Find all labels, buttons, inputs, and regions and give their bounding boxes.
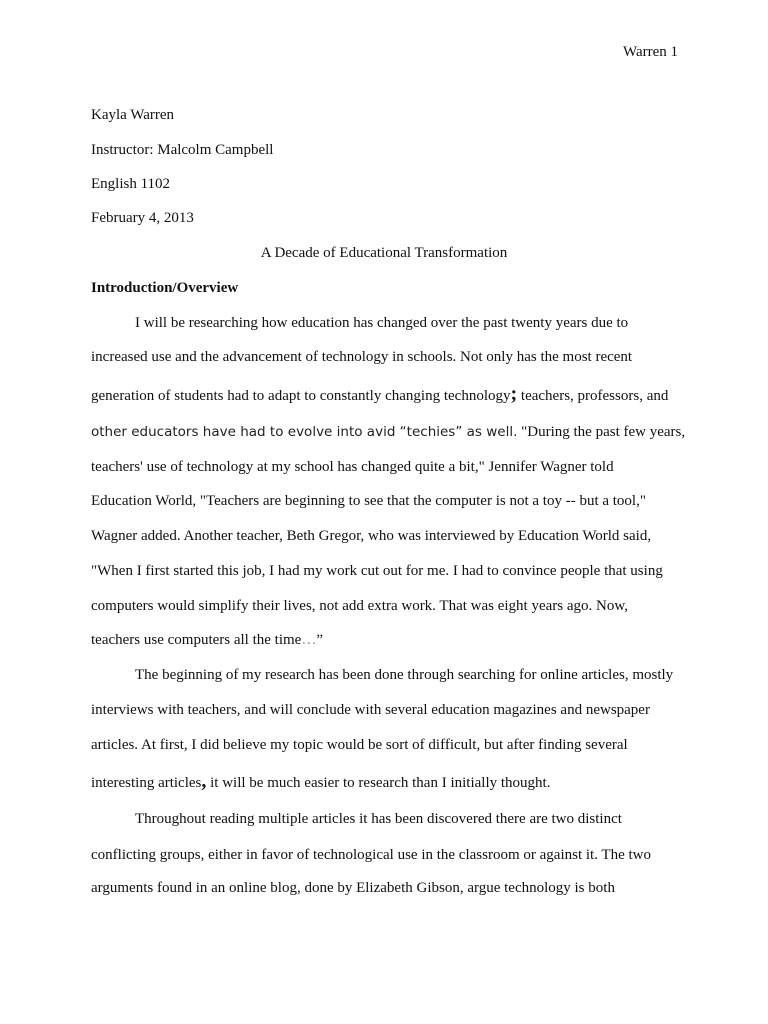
closing-quote: ” xyxy=(316,632,324,648)
paragraph-2-line-4 xyxy=(91,772,550,792)
instructor-line: Instructor: Malcolm Campbell xyxy=(91,142,274,158)
comma: , xyxy=(201,770,207,792)
paragraph-1-line-1: I will be researching how education has changed over the past twenty years due to xyxy=(135,315,629,331)
semicolon: ; xyxy=(510,383,518,405)
paragraph-1-line-3 xyxy=(91,385,668,405)
essay-title: A Decade of Educational Transformation xyxy=(260,245,508,261)
running-head: Warren 1 xyxy=(622,44,678,60)
paragraph-2-line-1: The beginning of my research has been done through searching for online articles, mostly xyxy=(135,667,674,683)
ellipsis: … xyxy=(301,632,317,648)
paragraph-3-line-2: conflicting groups, either in favor of technological use in the classroom or against it. The two xyxy=(91,847,651,863)
paragraph-1-line-10 xyxy=(91,631,323,649)
paragraph-1-line-5: teachers' use of technology at my school has changed quite a bit," Jennifer Wagner told xyxy=(91,459,614,475)
text-run: teachers use computers all the time xyxy=(91,632,302,648)
text-run: generation of students had to adapt to constantly changing technology xyxy=(91,388,511,404)
paragraph-1-line-6: Education World, "Teachers are beginning to see that the computer is not a toy -- but a tool," xyxy=(91,493,646,509)
date-line: February 4, 2013 xyxy=(91,210,194,226)
paragraph-3-line-3: arguments found in an online blog, done by Elizabeth Gibson, argue technology is both xyxy=(91,880,615,896)
paragraph-1-line-7: Wagner added. Another teacher, Beth Gregor, who was interviewed by Education World said, xyxy=(91,528,652,544)
paragraph-1-line-4 xyxy=(91,423,685,441)
author-name: Kayla Warren xyxy=(91,107,175,123)
period: . xyxy=(513,424,518,440)
paragraph-2-line-3: articles. At first, I did believe my topic would be sort of difficult, but after finding several xyxy=(91,737,628,753)
paragraph-1-line-2: increased use and the advancement of technology in schools. Not only has the most recent xyxy=(91,349,633,365)
text-run: it will be much easier to research than I initially thought. xyxy=(206,775,551,791)
text-run-sans: other educators have had to evolve into avid “techies” as well xyxy=(91,424,514,440)
text-run: "During the past few years, xyxy=(517,424,686,440)
text-run: interesting articles xyxy=(91,775,202,791)
section-heading: Introduction/Overview xyxy=(91,280,239,296)
paragraph-3-line-1: Throughout reading multiple articles it has been discovered there are two distinct xyxy=(135,811,622,827)
course-line: English 1102 xyxy=(91,176,171,192)
paragraph-1-line-8: "When I first started this job, I had my work cut out for me. I had to convince people that using xyxy=(91,563,663,579)
paragraph-2-line-2: interviews with teachers, and will conclude with several education magazines and newspaper xyxy=(91,702,650,718)
paragraph-1-line-9: computers would simplify their lives, not add extra work. That was eight years ago. Now, xyxy=(91,598,628,614)
text-run: teachers, professors, and xyxy=(517,388,669,404)
